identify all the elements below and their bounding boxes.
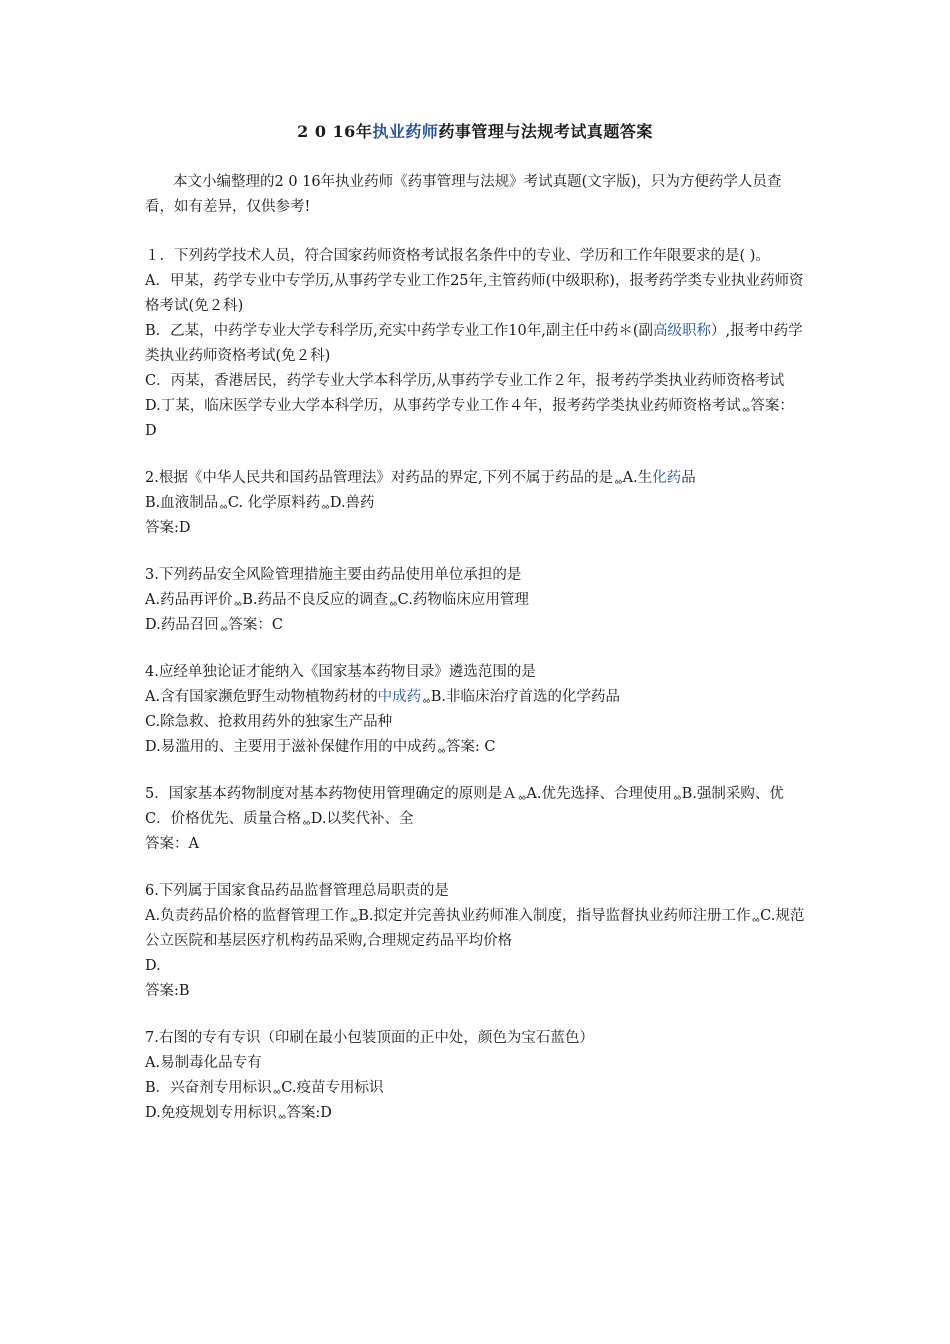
separator-glyph: ᇮ: [740, 400, 751, 413]
question-1-option-d: D.丁某，临床医学专业大学本科学历，从事药学专业工作４年，报考药学类执业药师资格考试ᇮ答案：D: [145, 398, 794, 439]
question-7-options: B．兴奋剂专用标识ᇮC.疫苗专用标识: [145, 1080, 384, 1096]
separator-glyph: ᇮ: [232, 594, 243, 607]
question-7-option-a: A.易制毒化品专有: [145, 1055, 262, 1071]
title-link[interactable]: 执业药师: [372, 122, 439, 141]
document-page: [145, 118, 805, 1148]
question-7: [145, 1026, 805, 1126]
question-6-option-d: D.: [145, 958, 161, 974]
separator-glyph: ᇮ: [218, 619, 229, 632]
biochem-drug-link[interactable]: 化药: [652, 470, 682, 486]
question-6-options: A.负责药品价格的监督管理工作ᇮB.拟定并完善执业药师准入制度，指导监督执业药师注册工作ᇮC.规范公立医院和基层医疗机构药品采购,合理规定药品平均价格: [145, 908, 805, 949]
separator-glyph: ᇮ: [301, 813, 311, 826]
question-5: [145, 782, 805, 857]
intro-paragraph: 本文小编整理的2 0 16年执业药师《药事管理与法规》考试真题(文字版)，只为方便药学人员查看，如有差异，仅供参考!: [145, 174, 782, 215]
separator-glyph: ᇮ: [348, 910, 359, 923]
question-1: [145, 244, 805, 444]
question-4: [145, 660, 805, 760]
question-4-answer: 答案: C: [445, 739, 496, 755]
question-7-option-d: D.免疫规划专用标识ᇮ答案:D: [145, 1105, 332, 1121]
question-7-answer: 答案:D: [286, 1105, 332, 1121]
question-7-stem: 7.右图的专有专识（印刷在最小包装顶面的正中处，颜色为宝石蓝色）: [145, 1030, 594, 1046]
question-6-answer: 答案:B: [145, 983, 190, 999]
tcm-patent-link[interactable]: 中成药: [377, 689, 422, 705]
separator-glyph: ᇮ: [516, 788, 527, 801]
question-2-stem: 2.根据《中华人民共和国药品管理法》对药品的界定,下列不属于药品的是ᇮA.生化药品: [145, 470, 696, 486]
question-1-option-a: A．甲某，药学专业中专学历,从事药学专业工作25年,主管药师(中级职称)，报考药学类专业执业药师资格考试(免２科): [145, 273, 804, 314]
question-1-option-c: C．丙某，香港居民，药学专业大学本科学历,从事药学专业工作２年，报考药学类执业药师资格考试: [145, 373, 785, 389]
question-4-option-c: C.除急救、抢救用药外的独家生产品种: [145, 714, 393, 730]
question-1-answer: 答案：D: [145, 398, 794, 439]
question-2-answer: 答案:D: [145, 520, 191, 536]
question-6-stem: 6.下列属于国家食品药品监督管理总局职责的是: [145, 883, 449, 899]
question-4-options: A.含有国家濒危野生动物植物药材的中成药ᇮB.非临床治疗首选的化学药品: [145, 689, 620, 705]
question-5-stem: 5．国家基本药物制度对基本药物使用管理确定的原则是ＡᇮA.优先选择、合理使用ᇮB.强制采购、优: [145, 786, 784, 802]
senior-title-link[interactable]: 高级职称: [652, 323, 711, 339]
separator-glyph: ᇮ: [276, 1107, 287, 1120]
separator-glyph: ᇮ: [750, 910, 761, 923]
question-3-stem: 3.下列药品安全风险管理措施主要由药品使用单位承担的是: [145, 567, 522, 583]
separator-glyph: ᇮ: [671, 788, 682, 801]
question-3: [145, 563, 805, 638]
separator-glyph: ᇮ: [421, 691, 431, 704]
question-5-answer: 答案：A: [145, 836, 199, 852]
separator-glyph: ᇮ: [320, 497, 330, 510]
question-3-options: A.药品再评价ᇮB.药品不良反应的调查ᇮC.药物临床应用管理: [145, 592, 529, 608]
question-6: [145, 879, 805, 1004]
separator-glyph: ᇮ: [388, 594, 398, 607]
separator-glyph: ᇮ: [218, 497, 228, 510]
question-1-stem: １．下列药学技术人员，符合国家药师资格考试报名条件中的专业、学历和工作年限要求的是( )。: [145, 248, 770, 264]
question-3-option-d: D.药品召回ᇮ答案：C: [145, 617, 283, 633]
question-1-option-b: B．乙某，中药学专业大学专科学历,充实中药学专业工作10年,副主任中药＊(副高级职称）,报考中药学类执业药师资格考试(免２科): [145, 323, 803, 364]
separator-glyph: ᇮ: [612, 472, 623, 485]
question-2-options: B.血液制品ᇮC. 化学原料药ᇮD.兽药: [145, 495, 375, 511]
question-3-answer: 答案：C: [228, 617, 283, 633]
page-title: 2 0 16年执业药师药事管理与法规考试真题答案: [297, 122, 653, 141]
question-4-stem: 4.应经单独论证才能纳入《国家基本药物目录》遴选范围的是: [145, 664, 536, 680]
question-4-option-d: D.易滥用的、主要用于滋补保健作用的中成药ᇮ答案: C: [145, 739, 496, 755]
question-2: [145, 466, 805, 541]
separator-glyph: ᇮ: [436, 741, 446, 754]
question-5-options: C．价格优先、质量合格ᇮD.以奖代补、全: [145, 811, 414, 827]
separator-glyph: ᇮ: [271, 1082, 282, 1095]
